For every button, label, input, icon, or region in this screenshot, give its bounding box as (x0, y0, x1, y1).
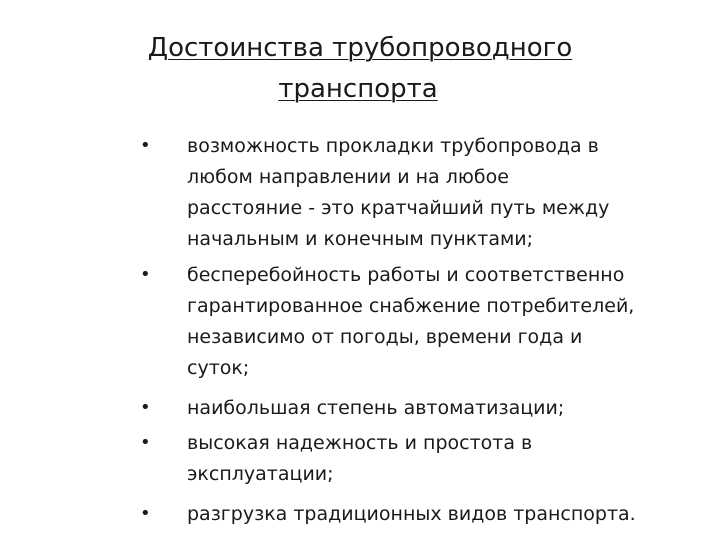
bullet-item-line: возможность прокладки трубопровода в (187, 135, 599, 157)
bullet-marker: • (140, 503, 151, 524)
bullet-item-line: суток; (187, 357, 250, 379)
bullet-item-line: расстояние - это кратчайший путь между (187, 197, 610, 219)
bullet-item-line: эксплуатации; (187, 463, 334, 485)
bullet-item-line: бесперебойность работы и соответственно (187, 264, 625, 286)
bullet-item-line: любом направлении и на любое (187, 166, 509, 188)
bullet-item-line: наибольшая степень автоматизации; (187, 397, 565, 419)
bullet-item-line: гарантированное снабжение потребителей, (187, 295, 635, 317)
bullet-item-line: независимо от погоды, времени года и (187, 326, 583, 348)
bullet-item-line: высокая надежность и простота в (187, 432, 533, 454)
bullet-marker: • (140, 432, 151, 453)
bullet-marker: • (140, 397, 151, 418)
bullet-item-line: начальным и конечным пунктами; (187, 228, 534, 250)
bullet-item-line: разгрузка традиционных видов транспорта. (187, 503, 636, 525)
slide-title-line-1: Достоинства трубопроводного (147, 33, 573, 63)
bullet-marker: • (140, 135, 151, 156)
slide-title-line-2: транспорта (278, 74, 438, 104)
bullet-marker: • (140, 264, 151, 285)
